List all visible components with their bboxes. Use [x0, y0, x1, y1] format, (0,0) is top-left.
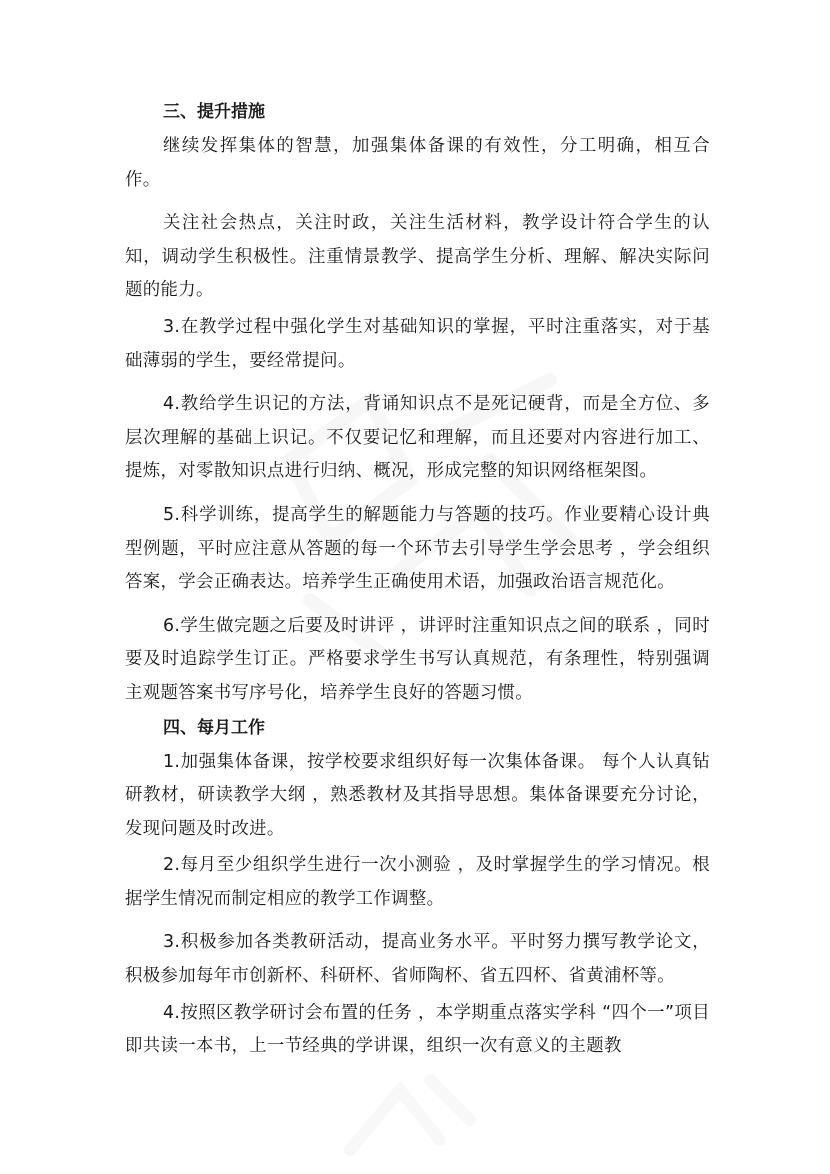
paragraph-collective-prep: 1.加强集体备课，按学校要求组织好每一次集体备课。 每个人认真钻研教材，研读教学大纲 ，熟悉教材及其指导思想。集体备课要充分讨论，发现问题及时改进。 — [125, 751, 710, 839]
paragraph-four-ones: 4.按照区教学研讨会布置的任务 ，本学期重点落实学科 “四个一”项目即共读一本书，上一节经典的学讲课，组织一次有意义的主题教 — [125, 1002, 710, 1057]
section-heading-3: 三、提升措施 — [163, 102, 265, 122]
paragraph-memorization: 4.教给学生识记的方法，背诵知识点不是死记硬背，而是全方位、多层次理解的基础上识记。不仅要记忆和理解，而且还要对内容进行加工、提炼，对零散知识点进行归纳、概况，形成完整的知识网络框架图。 — [125, 394, 710, 482]
document-body — [125, 98, 710, 1074]
watermark-corner-icon — [330, 1060, 490, 1170]
paragraph-research-activities: 3.积极参加各类教研活动，提高业务水平。平时努力撰写教学论文，积极参加每年市创新杯、科研杯、省师陶杯、省五四杯、省黄浦杯等。 — [125, 932, 710, 987]
paragraph-training: 5.科学训练，提高学生的解题能力与答题的技巧。作业要精心设计典型例题，平时应注意从答题的每一个环节去引导学生学会思考 ，学会组织答案，学会正确表达。培养学生正确使用术语，加强政治语言规范化。 — [125, 504, 710, 593]
paragraph-review: 6.学生做完题之后要及时讲评 ，讲评时注重知识点之间的联系 ，同时要及时追踪学生订正。严格要求学生书写认真规范，有条理性，特别强调主观题答案书写序号化，培养学生良好的答题习惯。 — [125, 615, 710, 703]
paragraph-teamwork: 继续发挥集体的智慧，加强集体备课的有效性，分工明确，相互合作。 — [125, 136, 710, 190]
section-heading-4: 四、每月工作 — [163, 717, 265, 738]
paragraph-basic-knowledge: 3.在教学过程中强化学生对基础知识的掌握，平时注重落实，对于基础薄弱的学生，要经常提问。 — [125, 316, 710, 371]
paragraph-hot-topics: 关注社会热点，关注时政，关注生活材料，教学设计符合学生的认知，调动学生积极性。注重情景教学、提高学生分析、理解、解决实际问题的能力。 — [125, 213, 710, 301]
paragraph-monthly-test: 2.每月至少组织学生进行一次小测验 ，及时掌握学生的学习情况。根据学生情况而制定相应的教学工作调整。 — [125, 855, 710, 909]
